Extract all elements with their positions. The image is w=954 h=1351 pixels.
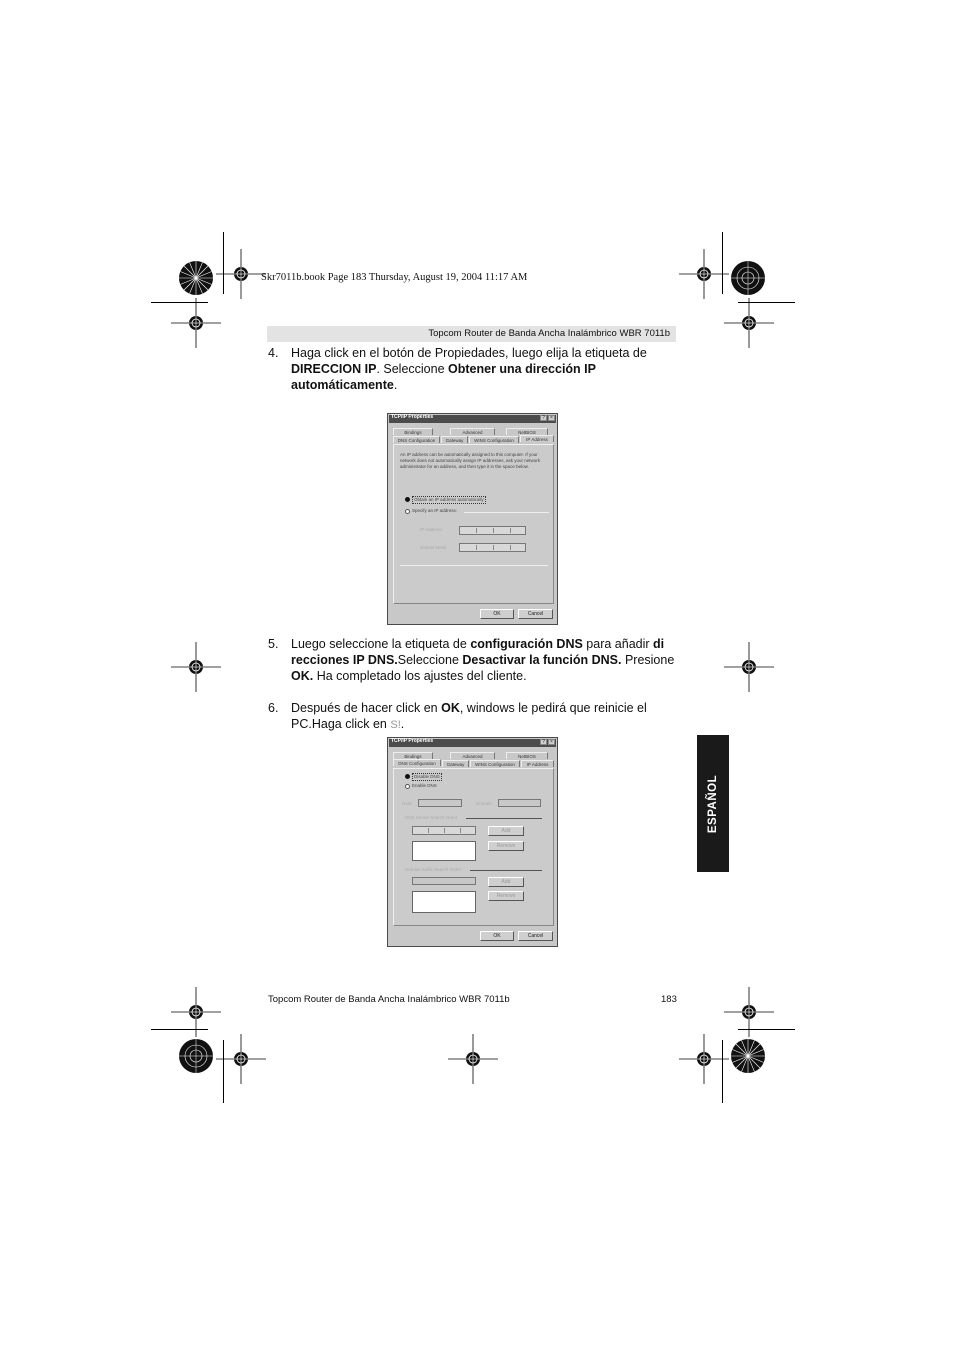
registration-crosshair-icon — [447, 1033, 499, 1085]
language-tab — [697, 735, 729, 872]
registration-crosshair-icon — [678, 1033, 730, 1085]
running-head — [267, 326, 676, 342]
tab-gateway[interactable]: Gateway — [442, 760, 469, 767]
registration-starburst-icon — [730, 260, 766, 296]
ok-button[interactable]: OK — [480, 609, 514, 619]
dns-server-input[interactable] — [412, 826, 476, 835]
step-text: Luego seleccione la etiqueta de configuración DNS para añadir di recciones IP DNS.Seleccione Desactivar la función DNS. Presione OK. Ha completado los ajustes del cliente. — [291, 637, 675, 683]
dns-group-divider — [466, 818, 542, 819]
dns-add-button[interactable]: Add — [488, 826, 524, 836]
tab-bindings[interactable]: Bindings — [393, 752, 433, 759]
label-suffix-search-order: Domain Suffix Search Order — [405, 867, 462, 872]
step-text: Haga click en el botón de Propiedades, luego elija la etiqueta de DIRECCION IP. Seleccione Obtener una dirección IP automáticamente. — [291, 346, 647, 392]
yes-glyph: S! — [390, 719, 401, 731]
cancel-button[interactable]: Cancel — [518, 931, 553, 941]
help-icon[interactable]: ? — [540, 739, 547, 745]
registration-crosshair-icon — [170, 297, 222, 349]
suffix-add-button[interactable]: Add — [488, 877, 524, 887]
registration-crosshair-icon — [170, 641, 222, 693]
registration-starburst-icon — [178, 260, 214, 296]
close-icon[interactable]: × — [548, 415, 555, 421]
dns-server-list[interactable] — [412, 841, 476, 861]
registration-crosshair-icon — [678, 248, 730, 300]
ip-description: An IP address can be automatically assigned to this computer. If your network does not automatically assign IP addresses, ask your network administrator for an address, and then type it in the space below. — [400, 452, 540, 469]
tab-netbios[interactable]: NetBIOS — [506, 752, 548, 759]
radio-specify-ip[interactable] — [405, 509, 410, 514]
label-dns-search-order: DNS Server Search Order — [405, 815, 458, 820]
bottom-divider — [400, 565, 548, 566]
subnet-mask-input[interactable] — [459, 543, 526, 552]
radio-obtain-ip[interactable] — [405, 497, 410, 502]
registration-starburst-icon — [178, 1038, 214, 1074]
dialog-title-bar: TCP/IP Properties — [389, 415, 556, 423]
step-number: 6. — [268, 701, 279, 715]
dns-remove-button[interactable]: Remove — [488, 841, 524, 851]
tab-panel — [393, 444, 554, 604]
tcpip-dialog-dns — [387, 737, 558, 947]
option-enable-dns[interactable]: Enable DNS — [412, 783, 437, 788]
group-divider — [464, 512, 549, 513]
dialog-title-bar: TCP/IP Properties — [389, 739, 556, 747]
suffix-list[interactable] — [412, 891, 476, 913]
tcpip-dialog-ip-address — [387, 413, 558, 625]
ok-button[interactable]: OK — [480, 931, 514, 941]
label-host: Host: — [402, 801, 413, 806]
page-number: 183 — [661, 994, 677, 1005]
step-number: 4. — [268, 346, 279, 360]
tab-gateway[interactable]: Gateway — [441, 436, 468, 443]
tab-dns-configuration[interactable]: DNS Configuration — [393, 759, 441, 766]
step-5 — [268, 636, 688, 686]
help-icon[interactable]: ? — [540, 415, 547, 421]
option-obtain-ip[interactable]: Obtain an IP address automatically — [414, 497, 484, 502]
print-header: Skr7011b.book Page 183 Thursday, August 19, 2004 11:17 AM — [261, 272, 528, 283]
tab-netbios[interactable]: NetBIOS — [506, 428, 548, 435]
registration-crosshair-icon — [170, 986, 222, 1038]
registration-crosshair-icon — [215, 1033, 267, 1085]
registration-crosshair-icon — [215, 248, 267, 300]
tab-ip-address[interactable]: IP Address — [521, 760, 554, 767]
suffix-input[interactable] — [412, 877, 476, 885]
radio-disable-dns[interactable] — [405, 774, 410, 779]
language-tab-label: ESPAÑOL — [707, 774, 719, 833]
host-input[interactable] — [418, 799, 462, 807]
tab-dns-configuration[interactable]: DNS Configuration — [393, 436, 440, 443]
radio-enable-dns[interactable] — [405, 784, 410, 789]
tab-wins-configuration[interactable]: WINS Configuration — [470, 760, 520, 767]
suffix-group-divider — [470, 870, 542, 871]
registration-crosshair-icon — [723, 986, 775, 1038]
registration-crosshair-icon — [723, 297, 775, 349]
registration-starburst-icon — [730, 1038, 766, 1074]
step-4 — [268, 345, 688, 395]
label-ip-address: IP Address: — [420, 527, 443, 532]
label-domain: Domain: — [476, 801, 493, 806]
registration-crosshair-icon — [723, 641, 775, 693]
footer-title: Topcom Router de Banda Ancha Inalámbrico WBR 7011b — [268, 994, 510, 1005]
option-disable-dns[interactable]: Disable DNS — [414, 774, 440, 779]
label-subnet-mask: Subnet Mask: — [420, 545, 448, 550]
step-6 — [268, 700, 688, 734]
option-specify-ip[interactable]: Specify an IP address: — [412, 508, 457, 513]
running-head-text: Topcom Router de Banda Ancha Inalámbrico WBR 7011b — [428, 328, 670, 339]
tab-wins-configuration[interactable]: WINS Configuration — [469, 436, 519, 443]
domain-input[interactable] — [498, 799, 541, 807]
tab-ip-address[interactable]: IP Address — [520, 435, 554, 442]
cancel-button[interactable]: Cancel — [518, 609, 553, 619]
close-icon[interactable]: × — [548, 739, 555, 745]
step-text: Después de hacer click en OK, windows le pedirá que reinicie el PC.Haga click en S!. — [291, 701, 647, 731]
tab-bindings[interactable]: Bindings — [393, 428, 433, 435]
tab-panel — [393, 768, 554, 926]
step-number: 5. — [268, 637, 279, 651]
ip-address-input[interactable] — [459, 526, 526, 535]
tab-advanced[interactable]: Advanced — [450, 428, 495, 435]
suffix-remove-button[interactable]: Remove — [488, 891, 524, 901]
tab-advanced[interactable]: Advanced — [450, 752, 495, 759]
